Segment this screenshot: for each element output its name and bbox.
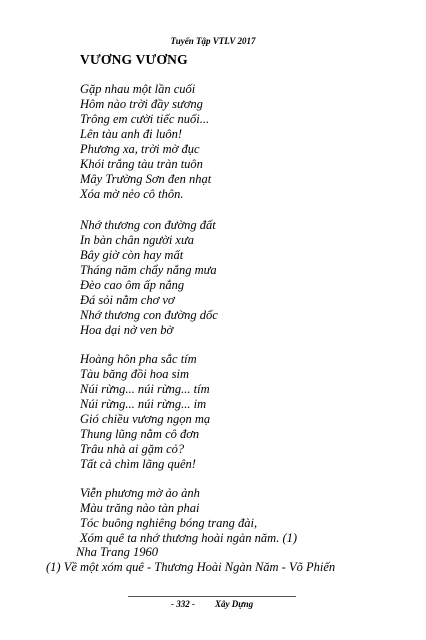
poem-line: Xóa mờ nẻo cô thôn.: [80, 187, 184, 201]
poem-line: Xóm quê ta nhớ thương hoài ngàn năm. (1): [80, 531, 298, 545]
poem-line: Núi rừng... núi rừng... im: [80, 397, 207, 411]
poem-line: Màu trăng nào tàn phai: [80, 501, 200, 515]
poem-line: Hoàng hôn pha sắc tím: [80, 352, 197, 366]
poem-line: Viễn phương mờ ảo ảnh: [80, 486, 200, 500]
stanza-4: [80, 486, 297, 546]
footnote: (1) Về một xóm quê - Thương Hoài Ngàn Năm - Võ Phiến: [46, 560, 336, 574]
poem-line: Gặp nhau một lần cuối: [80, 82, 196, 96]
stanza-3: [80, 352, 210, 472]
stanza-1: [80, 82, 211, 202]
footer-divider: [128, 596, 296, 597]
poem-line: Khói trắng tàu tràn tuôn: [80, 157, 203, 171]
poem-line: Tàu băng đồi hoa sim: [80, 367, 190, 381]
poem-line: Gió chiều vương ngọn mạ: [80, 412, 211, 426]
poem-line: Mây Trường Sơn đen nhạt: [80, 172, 212, 186]
poem-line: Tất cả chìm lãng quên!: [80, 457, 196, 471]
poem-line: Bây giờ còn hay mất: [80, 248, 184, 262]
poem-title: VƯƠNG VƯƠNG: [80, 52, 188, 67]
poem-line: Lên tàu anh đi luôn!: [80, 127, 183, 141]
poem-line: Nhớ thương con đường đất: [80, 218, 216, 232]
poem-line: Đá sỏi nằm chơ vơ: [80, 293, 175, 307]
poem-line: Hoa dại nở ven bờ: [80, 323, 174, 337]
poem-line: Trâu nhà ai gặm cỏ?: [80, 442, 185, 456]
poem-line: Tóc buông nghiêng bóng trang đài,: [80, 516, 258, 530]
poem-line: Phương xa, trời mờ đục: [80, 142, 200, 156]
poem-line: In bàn chân người xưa: [80, 233, 195, 247]
page-footer: [171, 599, 253, 609]
poem-line: Đèo cao ôm ấp nắng: [80, 278, 185, 292]
page-number: - 332 -: [171, 599, 195, 609]
poem-line: Núi rừng... núi rừng... tím: [80, 382, 210, 396]
poem-line: Trông em cười tiếc nuối...: [80, 112, 210, 126]
poem-line: Thung lũng nằm cô đơn: [80, 427, 200, 441]
poem-line: Tháng năm chẩy nắng mưa: [80, 263, 217, 277]
footer-author: Xây Dựng: [215, 599, 254, 609]
place-date: Nha Trang 1960: [76, 545, 158, 559]
poem-line: Nhớ thương con đường dốc: [80, 308, 218, 322]
page-header: Tuyển Tập VTLV 2017: [170, 36, 256, 46]
stanza-2: [80, 218, 218, 338]
poem-line: Hôm nào trời đầy sương: [80, 97, 203, 111]
